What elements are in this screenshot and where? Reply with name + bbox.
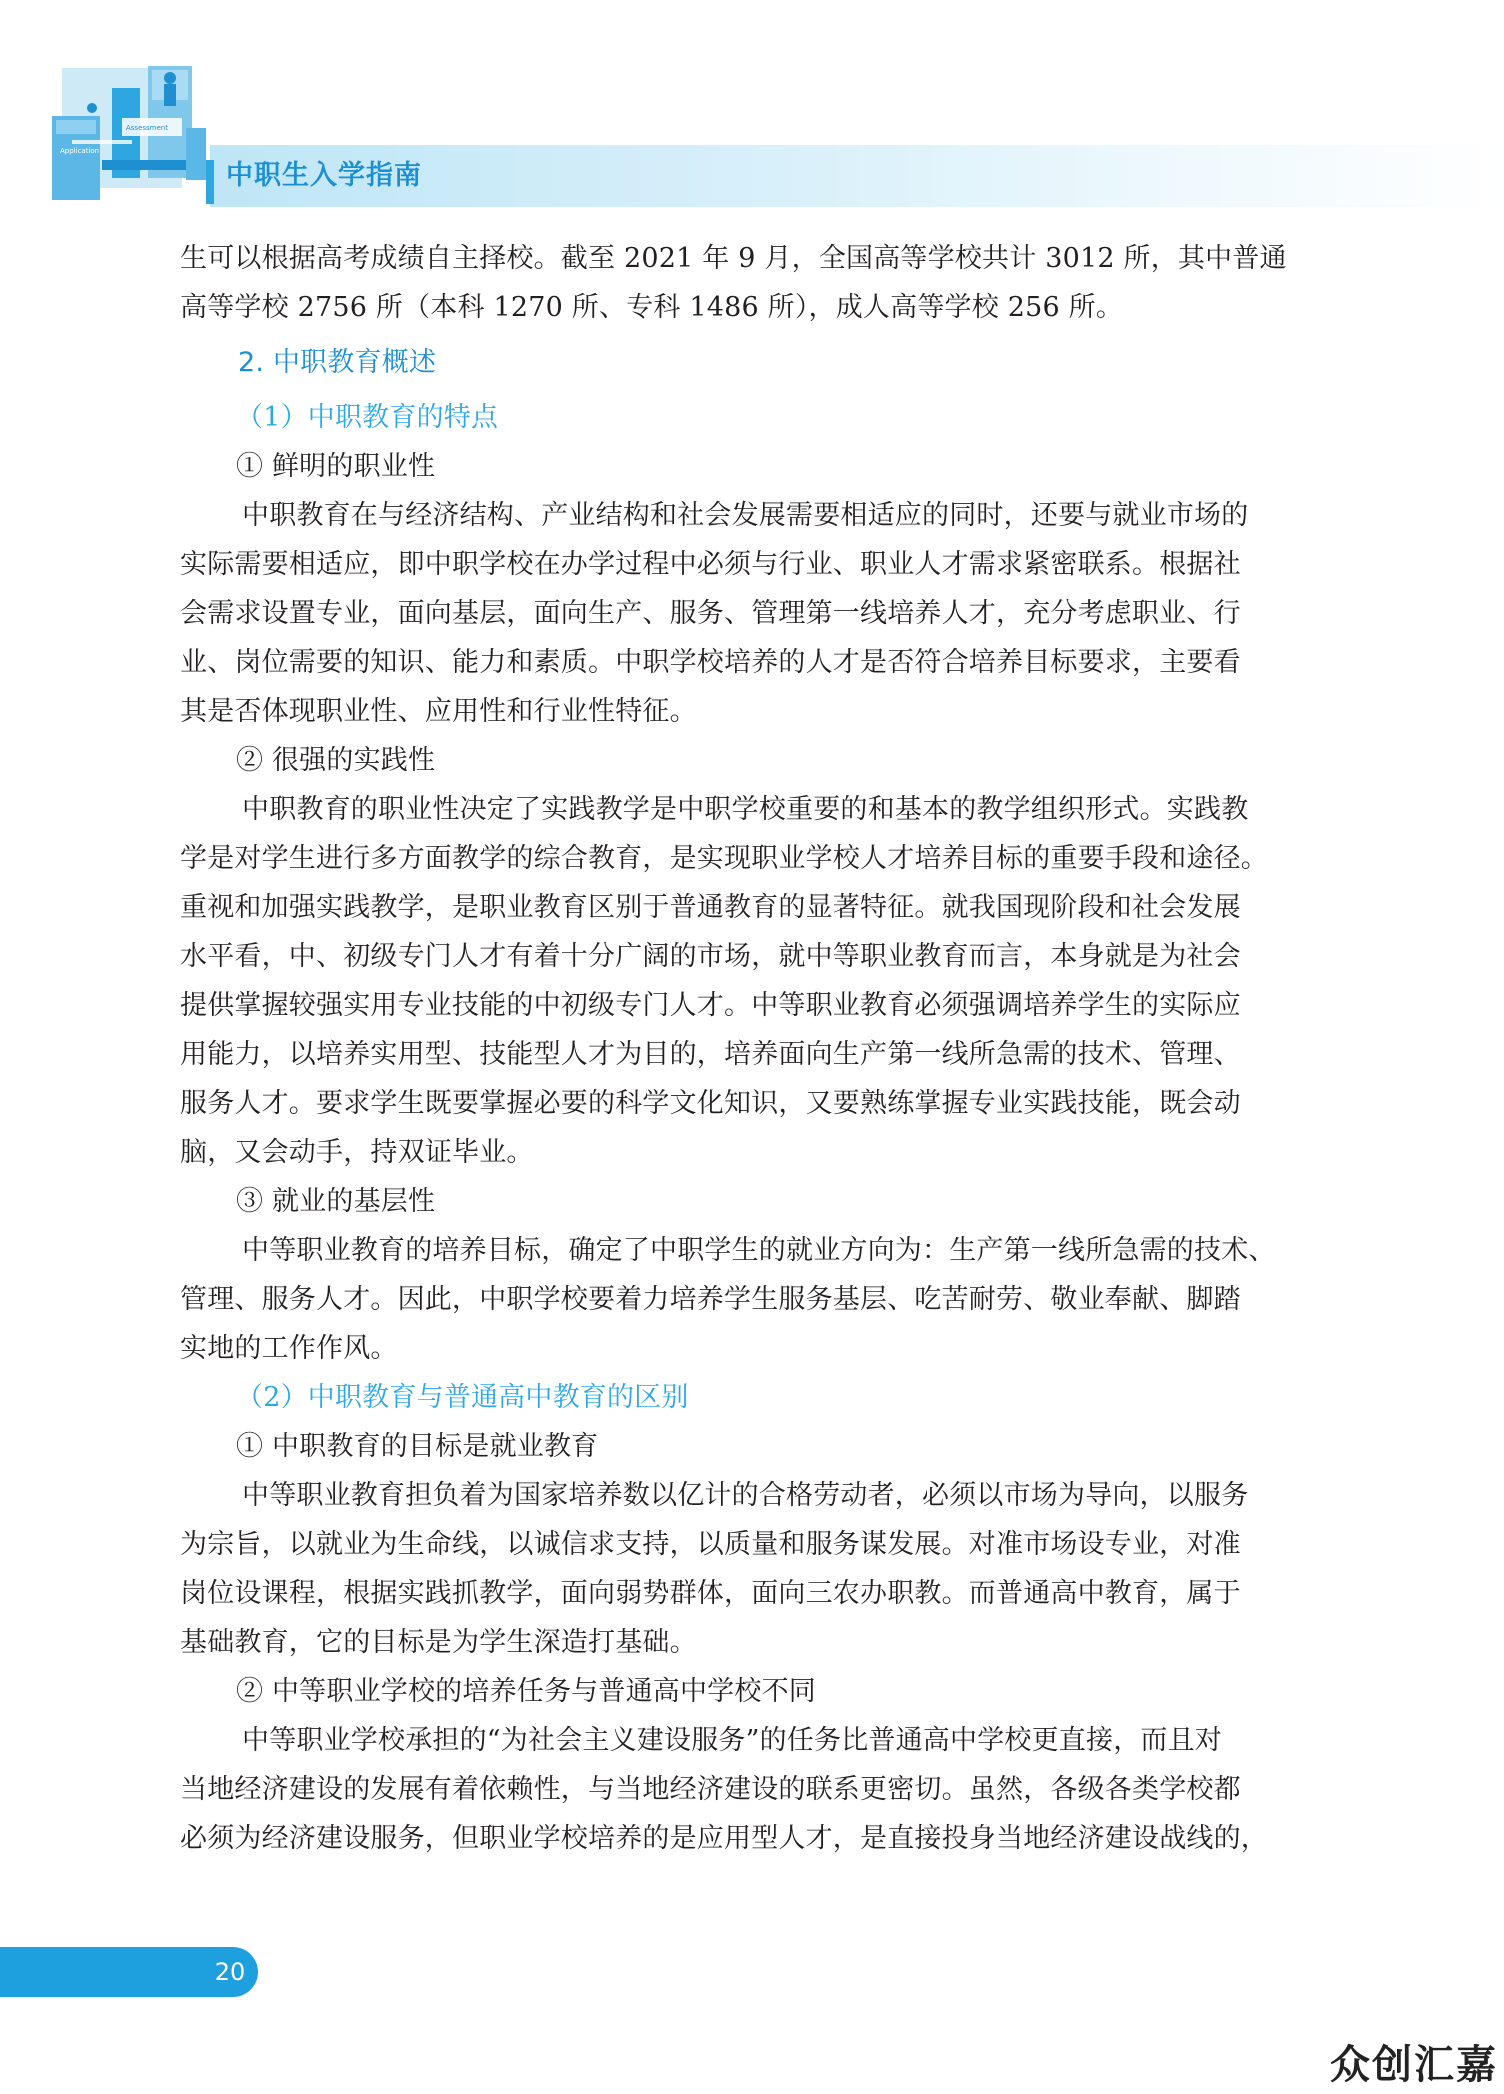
text-line: 脑，又会动手，持双证毕业。 <box>180 1137 534 1168</box>
subsection-heading-2: （2）中职教育与普通高中教育的区别 <box>236 1382 689 1413</box>
paragraph-2 <box>180 785 1325 1177</box>
text-line: 中职教育的职业性决定了实践教学是中职学校重要的和基本的教学组织形式。实践教 <box>242 794 1249 825</box>
text-line: 水平看，中、初级专门人才有着十分广阔的市场，就中等职业教育而言，本身就是为社会 <box>180 941 1241 972</box>
text-line: 中职教育在与经济结构、产业结构和社会发展需要相适应的同时，还要与就业市场的 <box>242 500 1249 531</box>
paragraph-0 <box>180 234 1325 332</box>
item-heading-1: ① 鲜明的职业性 <box>236 451 436 482</box>
text-line: 中等职业教育担负着为国家培养数以亿计的合格劳动者，必须以市场为导向，以服务 <box>242 1480 1249 1511</box>
watermark: 众创汇嘉 <box>1330 2042 1498 2088</box>
header-title: 中职生入学指南 <box>226 160 422 191</box>
page-number: 20 <box>214 1958 246 1986</box>
text-line: 岗位设课程，根据实践抓教学，面向弱势群体，面向三农办职教。而普通高中教育，属于 <box>180 1578 1241 1609</box>
section-heading: 2. 中职教育概述 <box>238 347 437 378</box>
text-line: 实地的工作作风。 <box>180 1333 398 1364</box>
text-line: 管理、服务人才。因此，中职学校要着力培养学生服务基层、吃苦耐劳、敬业奉献、脚踏 <box>180 1284 1241 1315</box>
paragraph-4 <box>180 1471 1325 1667</box>
item-heading-3: ③ 就业的基层性 <box>236 1186 436 1217</box>
text-line: 必须为经济建设服务，但职业学校培养的是应用型人才，是直接投身当地经济建设战线的， <box>180 1823 1268 1854</box>
text-line: 服务人才。要求学生既要掌握必要的科学文化知识，又要熟练掌握专业实践技能，既会动 <box>180 1088 1241 1119</box>
text-line: 提供掌握较强实用专业技能的中初级专门人才。中等职业教育必须强调培养学生的实际应 <box>180 990 1241 1021</box>
item-heading-4: ① 中职教育的目标是就业教育 <box>236 1431 599 1462</box>
text-line: 会需求设置专业，面向基层，面向生产、服务、管理第一线培养人才，充分考虑职业、行 <box>180 598 1241 629</box>
text-line: 重视和加强实践教学，是职业教育区别于普通教育的显著特征。就我国现阶段和社会发展 <box>180 892 1241 923</box>
text-line: 当地经济建设的发展有着依赖性，与当地经济建设的联系更密切。虽然，各级各类学校都 <box>180 1774 1241 1805</box>
text-line: 中等职业学校承担的“为社会主义建设服务”的任务比普通高中学校更直接，而且对 <box>242 1725 1223 1756</box>
header-illustration <box>52 56 208 200</box>
text-line: 实际需要相适应，即中职学校在办学过程中必须与行业、职业人才需求紧密联系。根据社 <box>180 549 1241 580</box>
text-line: 学是对学生进行多方面教学的综合教育，是实现职业学校人才培养目标的重要手段和途径。 <box>180 843 1268 874</box>
paragraph-1 <box>180 491 1325 736</box>
subsection-heading-1: （1）中职教育的特点 <box>236 402 499 433</box>
text-line: 生可以根据高考成绩自主择校。截至 2021 年 9 月，全国高等学校共计 3012 所，其中普通 <box>180 243 1287 274</box>
paragraph-3 <box>180 1226 1325 1373</box>
text-line: 基础教育，它的目标是为学生深造打基础。 <box>180 1627 697 1658</box>
illustration-label-assessment: Assessment <box>126 124 168 132</box>
paragraph-5 <box>180 1716 1325 1863</box>
text-line: 用能力，以培养实用型、技能型人才为目的，培养面向生产第一线所急需的技术、管理、 <box>180 1039 1241 1070</box>
page-content <box>180 234 1325 1863</box>
text-line: 中等职业教育的培养目标，确定了中职学生的就业方向为：生产第一线所急需的技术、 <box>242 1235 1276 1266</box>
text-line: 为宗旨，以就业为生命线，以诚信求支持，以质量和服务谋发展。对准市场设专业，对准 <box>180 1529 1241 1560</box>
item-heading-5: ② 中等职业学校的培养任务与普通高中学校不同 <box>236 1676 816 1707</box>
text-line: 其是否体现职业性、应用性和行业性特征。 <box>180 696 697 727</box>
header-accent-bar <box>206 160 214 204</box>
item-heading-2: ② 很强的实践性 <box>236 745 436 776</box>
illustration-label-application: Application <box>60 147 100 155</box>
text-line: 业、岗位需要的知识、能力和素质。中职学校培养的人才是否符合培养目标要求，主要看 <box>180 647 1241 678</box>
text-line: 高等学校 2756 所（本科 1270 所、专科 1486 所），成人高等学校 256 所。 <box>180 292 1124 323</box>
